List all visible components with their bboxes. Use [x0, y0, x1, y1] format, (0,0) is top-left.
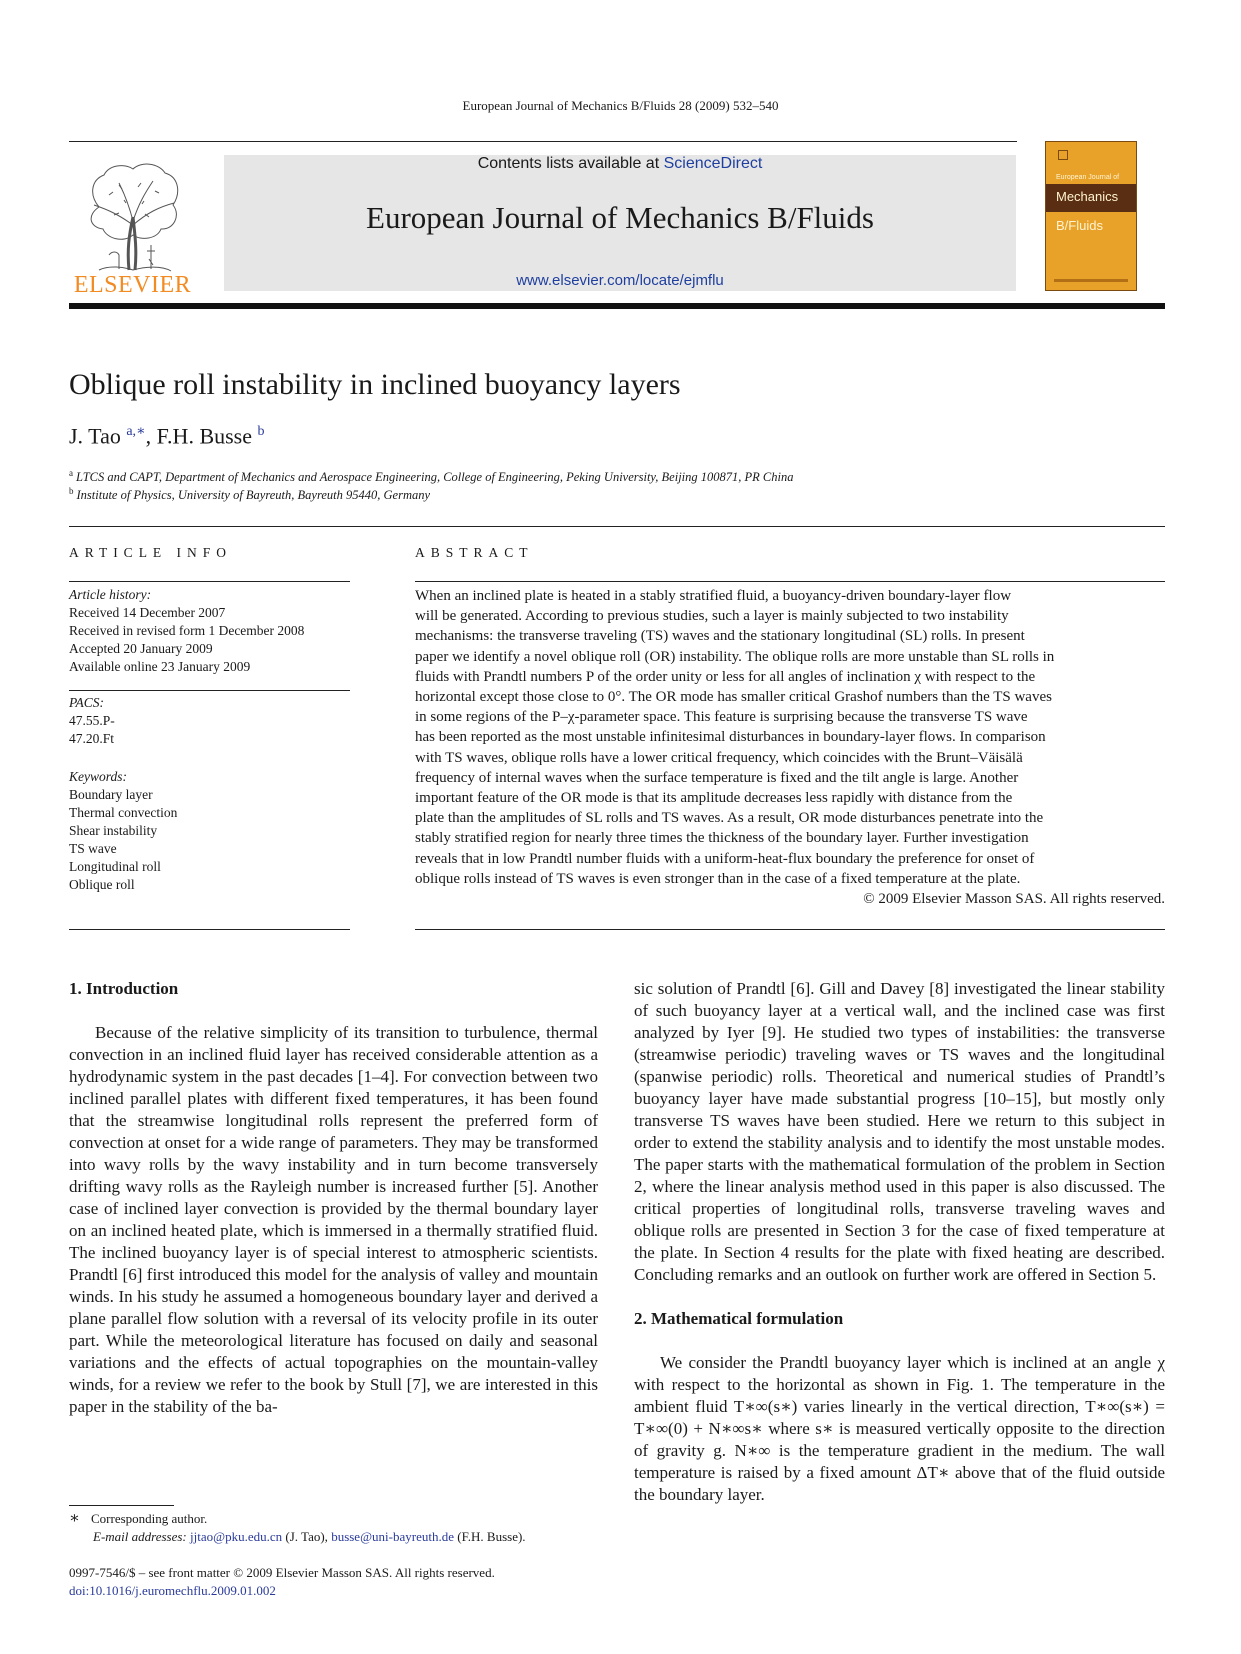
- article-info-heading: ARTICLE INFO: [69, 545, 233, 560]
- running-head: European Journal of Mechanics B/Fluids 28 (2009) 532–540: [462, 98, 779, 113]
- abstract-line: oblique rolls instead of TS waves is even stronger than in the case of a fixed temperature at the plate.: [415, 870, 1021, 887]
- abstract-line: paper we identify a novel oblique roll (OR) instability. The oblique rolls are more unstable than SL rolls in: [415, 648, 1055, 665]
- abstract-line: frequency of internal waves when the surface temperature is fixed and the tilt angle is large. Another: [415, 769, 1019, 786]
- front-matter: [69, 1564, 495, 1600]
- issn-line: 0997-7546/$ – see front matter © 2009 Elsevier Masson SAS. All rights reserved.: [69, 1565, 495, 1580]
- title-rule: [69, 526, 1165, 527]
- footnote-rule: [69, 1505, 174, 1506]
- affiliation-text: Institute of Physics, University of Bayreuth, Bayreuth 95440, Germany: [76, 488, 431, 503]
- abstract-body: [415, 586, 1165, 909]
- keyword: Boundary layer: [69, 787, 153, 802]
- abstract-line: stably stratified region for nearly three times the thickness of the boundary layer. Further investigation: [415, 830, 1029, 847]
- author-list: J. Tao $^{a,∗}$, F.H. Busse $^b$: [69, 423, 265, 449]
- doi-link[interactable]: doi:10.1016/j.euromechflu.2009.01.002: [69, 1583, 276, 1598]
- paper-title: Oblique roll instability in inclined buoyancy layers: [69, 368, 681, 401]
- contents-line: [224, 155, 1016, 173]
- cover-line3: B/Fluids: [1056, 218, 1103, 233]
- author-affiliation-mark[interactable]: b: [257, 424, 265, 439]
- history-item: Received 14 December 2007: [69, 605, 226, 620]
- history-label: Article history:: [69, 587, 152, 602]
- keyword: Longitudinal roll: [69, 859, 161, 874]
- pacs-code: 47.55.P-: [69, 713, 115, 728]
- cover-emblem-icon: [1058, 150, 1068, 160]
- keyword: Thermal convection: [69, 805, 178, 820]
- abstract-line: horizontal except those close to 0°. The OR mode has smaller critical Grashof numbers than the TS waves: [415, 689, 1052, 706]
- history-item: Available online 23 January 2009: [69, 659, 251, 674]
- body-paragraph: sic solution of Prandtl [6]. Gill and Davey [8] investigated the linear stability of such buoyancy layer at a vertical wall, and the inclined case was first analyzed by Iyer [9]. He studied two types of instabilities: the transverse (streamwise periodic) traveling waves or TS waves and the longitudinal (spanwise periodic) rolls. Theoretical and numerical studies of Prandtl’s buoyancy layer have made substantial progress [10–15], but mostly only transverse TS waves have been studied. Here we return to this subject in order to extend the stability analysis and to identify the most unstable modes. The paper starts with the mathematical formulation of the problem in Section 2, where the linear analysis method used in this paper is also discussed. The critical properties of longitudinal rolls, transverse traveling waves and oblique rolls are presented in Section 3 for the case of fixed temperature at the plate. In Section 4 results for the plate with fixed heating are described. Concluding remarks and an outlook on further work are offered in Section 5.: [634, 979, 1165, 1284]
- keyword: Shear instability: [69, 823, 158, 838]
- section-heading: 2. Mathematical formulation: [634, 1309, 844, 1328]
- contents-prefix: Contents lists available at: [477, 155, 660, 172]
- email-link[interactable]: jjtao@pku.edu.cn: [190, 1529, 283, 1544]
- email-link[interactable]: busse@uni-bayreuth.de: [331, 1529, 454, 1544]
- abstract-line: mechanisms: the transverse traveling (TS) waves and the stationary longitudinal (SL) rolls. In present: [415, 628, 1025, 645]
- pacs-code: 47.20.Ft: [69, 731, 115, 746]
- cover-line2: Mechanics: [1056, 189, 1119, 204]
- section-heading: 1. Introduction: [69, 979, 179, 998]
- abstract-line: plate than the amplitudes of SL rolls and TS waves. As a result, OR mode disturbances penetrate into the: [415, 810, 1044, 827]
- email-owner: (J. Tao),: [285, 1529, 328, 1544]
- abstract-line: When an inclined plate is heated in a stably stratified fluid, a buoyancy-driven boundary-layer flow: [415, 588, 1012, 604]
- article-info-bottom-rule: [69, 929, 350, 930]
- affiliation-mark: b: [69, 486, 74, 496]
- affiliation: [69, 468, 793, 485]
- abstract-heading: ABSTRACT: [415, 545, 534, 560]
- affiliation: [69, 486, 430, 503]
- email-owner: (F.H. Busse).: [457, 1529, 526, 1544]
- body-column-right: [634, 978, 1165, 1506]
- keyword: TS wave: [69, 841, 117, 856]
- elsevier-wordmark: ELSEVIER: [73, 272, 192, 298]
- affiliation-mark: a: [69, 468, 73, 478]
- author-name: J. Tao: [69, 423, 121, 449]
- footnote: [69, 1510, 629, 1546]
- history-item: Received in revised form 1 December 2008: [69, 623, 305, 638]
- affiliation-text: LTCS and CAPT, Department of Mechanics and Aerospace Engineering, College of Engineering, Peking University, Beijing 100871, PR China: [76, 470, 794, 485]
- footnote-text: Corresponding author.: [91, 1511, 208, 1526]
- author-affiliation-mark[interactable]: a,∗: [126, 424, 146, 439]
- masthead-thick-rule: [69, 303, 1165, 309]
- history-item: Accepted 20 January 2009: [69, 641, 213, 656]
- abstract-line: with TS waves, oblique rolls have a lower critical frequency, which coincides with the Brunt–Väisälä: [415, 749, 1023, 766]
- journal-cover-image: [1045, 141, 1137, 291]
- footnote-mark: ∗: [69, 1510, 80, 1527]
- sciencedirect-link[interactable]: ScienceDirect: [663, 155, 763, 172]
- body-column-left: [69, 978, 598, 1418]
- keyword: Oblique roll: [69, 877, 135, 892]
- abstract-line: will be generated. According to previous studies, such a layer is mainly subjected to two instability: [415, 608, 1009, 625]
- header-rule: [69, 141, 1017, 142]
- body-paragraph: Because of the relative simplicity of its transition to turbulence, thermal convection in an inclined fluid layer has received considerable attention as a hydrodynamic system in the past decades [1–4]. For convection between two inclined parallel plates with different fixed temperatures, it has been found that the streamwise longitudinal rolls represent the preferred form of convection at onset for a wide range of parameters. They may be transformed into wavy rolls by the wavy instability and in turn become transversely drifting wavy rolls as the Rayleigh number is increased further [5]. Another case of inclined layer convection is provided by the thermal boundary layer on an inclined heated plate, which is immersed in a thermally stratified fluid. The inclined buoyancy layer is of special interest to atmospheric scientists. Prandtl [6] first introduced this model for the analysis of valley and mountain winds. In his study he assumed a homogeneous boundary layer and derived a plane parallel flow solution with a reversal of its velocity profile in its outer part. While the meteorological literature has focused on daily and seasonal variations and the effects of actual topographies on the mountain-valley winds, for a review we refer to the book by Stull [7], we are interested in this paper in the stability of the ba-: [69, 1023, 598, 1416]
- abstract-line: has been reported as the most unstable infinitesimal disturbances in boundary-layer flows. In comparison: [415, 729, 1046, 746]
- journal-title: European Journal of Mechanics B/Fluids: [366, 200, 874, 235]
- article-info-divider: [69, 690, 350, 691]
- article-info-rule: [69, 581, 350, 582]
- abstract-line: in some regions of the P–χ-parameter space. This feature is surprising because the transverse TS wave: [415, 709, 1028, 726]
- email-label: E-mail addresses:: [93, 1529, 187, 1544]
- abstract-rule: [415, 581, 1165, 582]
- journal-url-link[interactable]: www.elsevier.com/locate/ejmflu: [516, 272, 724, 289]
- keywords-label: Keywords:: [69, 769, 127, 784]
- pacs-label: PACS:: [69, 695, 105, 710]
- cover-footer-bar: [1054, 279, 1128, 282]
- abstract-line: fluids with Prandtl numbers P of the order unity or less for all angles of inclination χ with respect to the: [415, 668, 1036, 685]
- keywords-block: [69, 768, 349, 894]
- author-name: F.H. Busse: [156, 423, 253, 449]
- article-history: [69, 586, 349, 676]
- abstract-line: important feature of the OR mode is that its amplitude decreases less rapidly with distance from the: [415, 790, 1013, 807]
- abstract-line: reveals that in low Prandtl number fluids with a uniform-heat-flux boundary the preference for onset of: [415, 850, 1035, 867]
- cover-line1: European Journal of: [1056, 174, 1120, 181]
- body-paragraph: We consider the Prandtl buoyancy layer which is inclined at an angle χ with respect to the horizontal as shown in Fig. 1. The temperature in the ambient fluid T∗∞(s∗) varies linearly in the vertical direction, T∗∞(s∗) = T∗∞(0) + N∗∞s∗ where s∗ is measured vertically opposite to the direction of gravity g. N∗∞ is the temperature gradient in the medium. The wall temperature is raised by a fixed amount ΔT∗ above that of the fluid outside the boundary layer.: [634, 1353, 1165, 1504]
- pacs-block: [69, 694, 349, 748]
- abstract-copyright: © 2009 Elsevier Masson SAS. All rights reserved.: [863, 891, 1165, 908]
- abstract-bottom-rule: [415, 929, 1165, 930]
